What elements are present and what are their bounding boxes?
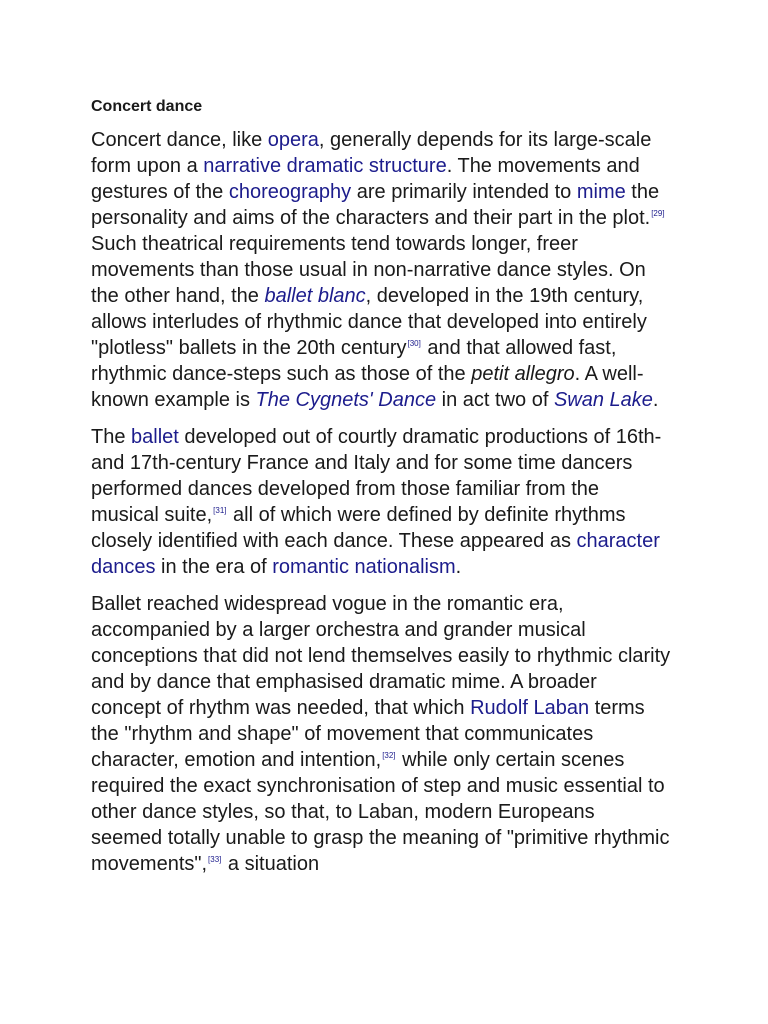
link-cygnets-dance[interactable]: The Cygnets' Dance — [255, 389, 437, 411]
link-ballet[interactable]: ballet — [131, 426, 179, 448]
link-character-dances[interactable]: character dances — [91, 530, 660, 578]
text: while only certain scenes required the exact synchronisation of step and music essential to other dance styles, so that, to Laban, modern Europeans seemed totally unable to grasp the meaning of "primitive rhythmic movements", — [91, 749, 670, 875]
link-swan-lake[interactable]: Swan Lake — [553, 389, 653, 411]
text: Ballet reached widespread vogue in the romantic era, accompanied by a larger orchestra and grander musical conceptions that did not lend themselves easily to rhythmic clarity and by dance that emphasised dramatic mime. A broader concept of rhythm was needed, that which — [91, 593, 671, 719]
text: in act two of — [436, 389, 554, 411]
italic-term-petit-allegro: petit allegro — [471, 363, 575, 385]
citation-31[interactable]: [31] — [213, 506, 227, 515]
link-ballet-blanc[interactable]: ballet blanc — [264, 285, 366, 307]
text: developed out of courtly dramatic productions of 16th- and 17th-century France and Italy and for some time dancers performed dances developed from those familiar from the musical suite, — [91, 426, 662, 526]
text: . A well-known example is — [91, 363, 644, 411]
link-rudolf-laban[interactable]: Rudolf Laban — [470, 697, 590, 719]
text: and that allowed fast, rhythmic dance-steps such as those of the — [91, 337, 617, 385]
text: . The movements and gestures of the — [91, 155, 640, 203]
text: Such theatrical requirements tend towards longer, freer movements than those usual in non-narrative dance styles. On the other hand, the — [91, 233, 646, 307]
text: terms the "rhythm and shape" of movement that communicates character, emotion and intention, — [91, 697, 645, 771]
article-body — [91, 95, 671, 888]
citation-29[interactable]: [29] — [651, 209, 665, 218]
link-mime[interactable]: mime — [576, 181, 626, 203]
text: are primarily intended to — [351, 181, 577, 203]
citation-30[interactable]: [30] — [407, 339, 421, 348]
text: the personality and aims of the characters and their part in the plot. — [91, 181, 660, 229]
text: . — [652, 389, 659, 411]
text: in the era of — [155, 556, 273, 578]
citation-33[interactable]: [33] — [208, 855, 222, 864]
paragraph-3 — [91, 591, 671, 877]
text: all of which were defined by definite rhythms closely identified with each dance. These appeared as — [91, 504, 626, 552]
section-heading: Concert dance — [91, 98, 203, 115]
text: a situation — [222, 853, 320, 875]
paragraph-1 — [91, 127, 671, 413]
text: Concert dance, like — [91, 129, 268, 151]
citation-32[interactable]: [32] — [382, 751, 396, 760]
link-choreography[interactable]: choreography — [228, 181, 352, 203]
text: The — [91, 426, 132, 448]
paragraph-2 — [91, 424, 671, 580]
text: , generally depends for its large-scale form upon a — [91, 129, 652, 177]
link-romantic-nationalism[interactable]: romantic nationalism — [272, 556, 456, 578]
link-opera[interactable]: opera — [267, 129, 319, 151]
text: , developed in the 19th century, allows interludes of rhythmic dance that developed into entirely "plotless" ballets in the 20th century — [91, 285, 647, 359]
text: . — [455, 556, 462, 578]
link-narrative-dramatic-structure[interactable]: narrative dramatic structure — [203, 155, 447, 177]
